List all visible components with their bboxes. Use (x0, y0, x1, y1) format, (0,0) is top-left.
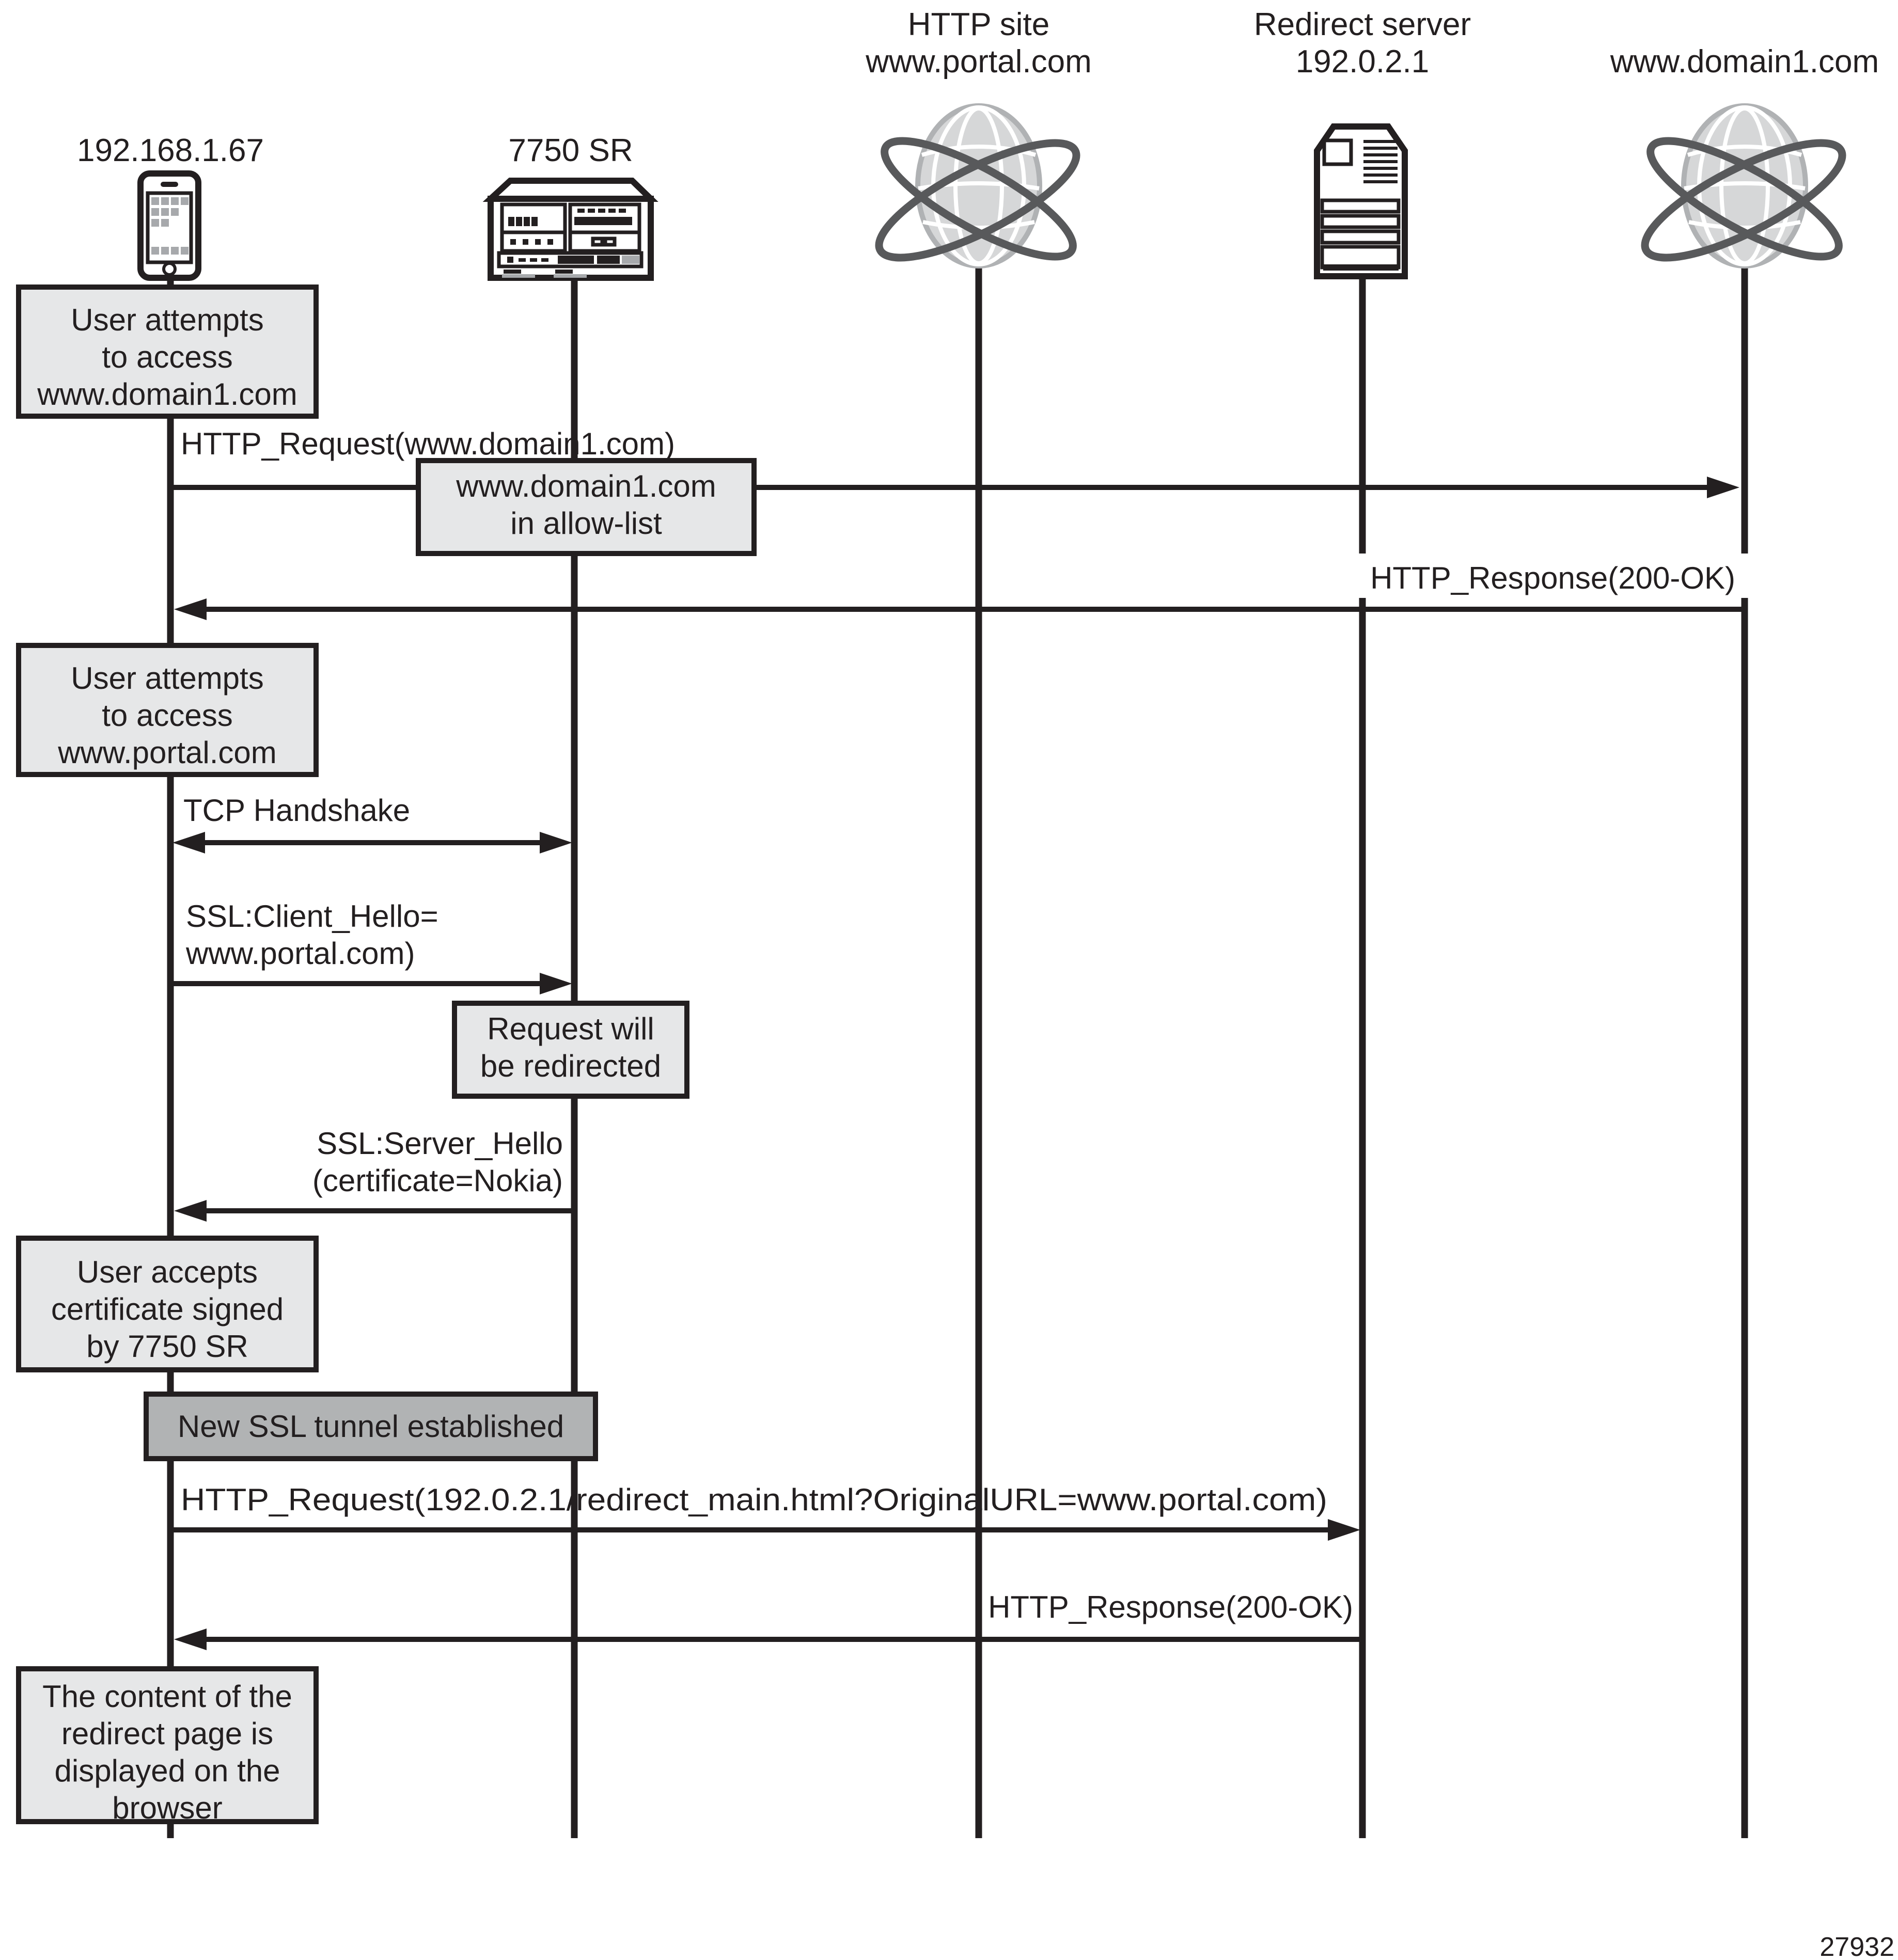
lifelines (170, 264, 1745, 1838)
actor-label-client: 192.168.1.67 (76, 133, 264, 168)
arrowhead-right-icon (1328, 1519, 1360, 1541)
note-line: displayed on the (54, 1753, 280, 1788)
message-label: SSL:Server_Hello (317, 1126, 563, 1161)
process-line: be redirected (480, 1049, 662, 1083)
actor-label-domain1: www.domain1.com (1610, 44, 1879, 80)
note-line: User attempts (71, 661, 264, 696)
phone-home-button (164, 263, 175, 275)
message-label: HTTP_Request(192.0.2.1/redirect_main.html?OriginalURL=www.portal.com) (181, 1482, 1327, 1517)
message-label: HTTP_Request(www.domain1.com) (181, 426, 675, 461)
message-label: HTTP_Response(200-OK) (1370, 561, 1735, 595)
note-line: The content of the (42, 1679, 292, 1714)
note-line: browser (112, 1791, 223, 1825)
message-label: SSL:Client_Hello= (186, 899, 438, 934)
message-arrows (170, 477, 1745, 1650)
message-label: (certificate=Nokia) (312, 1163, 563, 1198)
arrowhead-right-icon (1707, 477, 1739, 498)
globe-icon-domain1 (1632, 106, 1856, 278)
actor-label-router: 7750 SR (508, 133, 633, 168)
actor-label-portal-line1: HTTP site (907, 7, 1050, 42)
server-vents (1363, 141, 1398, 182)
arrowhead-left-icon (174, 598, 207, 620)
message-label: www.portal.com) (186, 936, 415, 971)
actor-label-redirect-line1: Redirect server (1253, 7, 1471, 42)
note-line: User accepts (76, 1255, 258, 1289)
actor-label-portal-line2: www.portal.com (866, 44, 1092, 80)
process-line: Request will (487, 1011, 654, 1046)
arrowhead-right-icon (540, 832, 572, 853)
figure-number: 27932 (1819, 1932, 1894, 1960)
note-line: certificate signed (51, 1292, 284, 1326)
note-line: by 7750 SR (86, 1329, 248, 1364)
arrowhead-right-icon (540, 973, 572, 994)
message-label: TCP Handshake (183, 793, 411, 828)
router-icon (491, 181, 651, 278)
arrowhead-left-icon (174, 1200, 207, 1222)
arrowhead-left-icon (174, 1629, 207, 1650)
arrowhead-left-icon (172, 832, 205, 853)
note-line: www.portal.com (58, 735, 277, 770)
ssl-tunnel-label: New SSL tunnel established (177, 1409, 564, 1444)
server-icon (1317, 127, 1405, 276)
note-line: User attempts (71, 303, 264, 337)
note-line: to access (102, 340, 233, 374)
actor-label-redirect-line2: 192.0.2.1 (1295, 44, 1430, 80)
process-line: in allow-list (510, 506, 662, 541)
note-line: www.domain1.com (37, 377, 297, 412)
message-label: HTTP_Response(200-OK) (988, 1590, 1353, 1624)
note-line: to access (102, 698, 233, 733)
globe-icon-portal (866, 106, 1090, 278)
smartphone-icon (140, 173, 198, 278)
process-line: www.domain1.com (456, 469, 716, 503)
phone-speaker (161, 182, 178, 187)
server-base-bar (1323, 264, 1399, 271)
note-line: redirect page is (61, 1716, 274, 1751)
